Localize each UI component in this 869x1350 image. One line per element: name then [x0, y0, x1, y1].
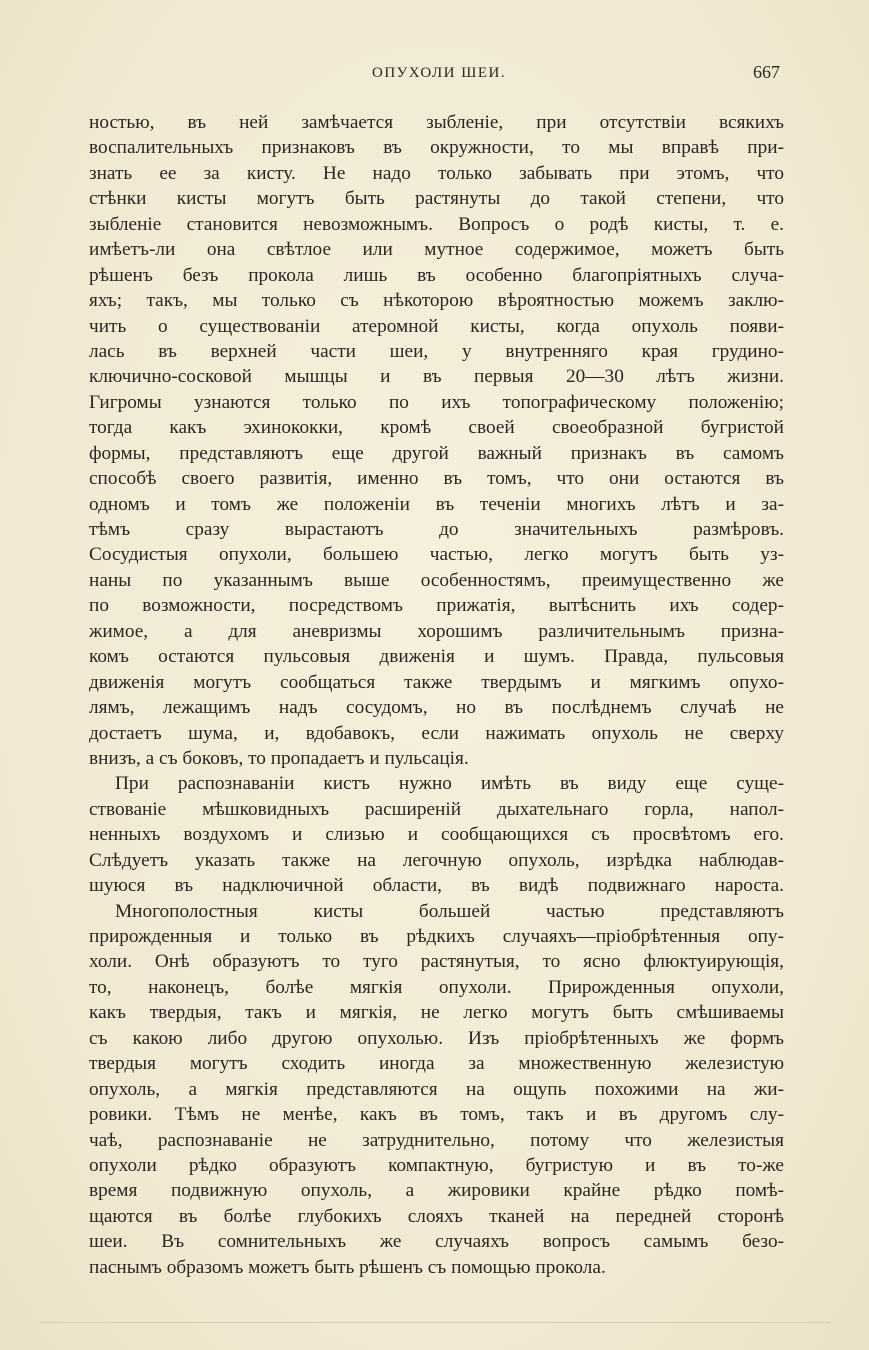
text-line: Гигромы узнаются только по ихъ топографическому положенію;: [89, 391, 784, 413]
text-line: то, наконецъ, болѣе мягкія опухоли. Прирожденныя опухоли,: [89, 976, 784, 998]
text-line: внизъ, а съ боковъ, то пропадаетъ и пульсація.: [89, 747, 469, 769]
body-text: [89, 110, 784, 1280]
text-line: лась въ верхней части шеи, у внутренняго края грудино-: [89, 340, 784, 362]
text-line: жимое, а для аневризмы хорошимъ различительнымъ призна-: [89, 620, 784, 642]
text-line: прирожденныя и только въ рѣдкихъ случаяхъ—пріобрѣтенныя опу-: [89, 926, 784, 947]
text-line: опухоли рѣдко образуютъ компактную, бугристую и въ то-же: [89, 1154, 784, 1176]
text-line: формы, представляютъ еще другой важный признакъ въ самомъ: [89, 442, 784, 464]
page-header: [0, 62, 869, 88]
text-line: щаются въ болѣе глубокихъ слояхъ тканей на передней сторонѣ: [89, 1205, 784, 1227]
text-line: способѣ своего развитія, именно въ томъ, что они остаются въ: [89, 468, 784, 490]
text-line: знать ее за кисту. Не надо только забывать при этомъ, что: [89, 162, 784, 184]
text-line: какъ твердыя, такъ и мягкія, не легко могутъ быть смѣшиваемы: [89, 1002, 784, 1024]
text-line: ненныхъ воздухомъ и слизью и сообщающихся съ просвѣтомъ его.: [89, 824, 784, 846]
text-line: ствованіе мѣшковидныхъ расширеній дыхательнаго горла, напол-: [89, 798, 784, 820]
text-line: по возможности, посредствомъ прижатія, вытѣснить ихъ содер-: [89, 595, 784, 617]
text-line: лямъ, лежащимъ надъ сосудомъ, но въ послѣднемъ случаѣ не: [89, 697, 784, 719]
text-line: тогда какъ эхинококки, кромѣ своей своеобразной бугристой: [89, 417, 784, 439]
text-line: шеи. Въ сомнительныхъ же случаяхъ вопросъ самымъ безо-: [89, 1231, 784, 1253]
text-line: воспалительныхъ признаковъ въ окружности, то мы вправѣ при-: [89, 137, 784, 159]
text-line: паснымъ образомъ можетъ быть рѣшенъ съ помощью прокола.: [89, 1256, 606, 1278]
text-line: чаѣ, распознаваніе не затруднительно, потому что железистыя: [89, 1129, 784, 1151]
text-line: холи. Онѣ образуютъ то туго растянутыя, то ясно флюктуирующія,: [89, 951, 784, 973]
text-line: Сосудистыя опухоли, большею частью, легко могутъ быть уз-: [89, 544, 784, 566]
text-line: наны по указаннымъ выше особенностямъ, преимущественно же: [89, 569, 784, 591]
text-line: Многополостныя кисты большей частью представляютъ: [115, 900, 784, 922]
running-head: ОПУХОЛИ ШЕИ.: [372, 65, 507, 81]
text-line: Слѣдуетъ указать также на легочную опухоль, изрѣдка наблюдав-: [89, 849, 784, 871]
text-line: стѣнки кисты могутъ быть растянуты до такой степени, что: [89, 188, 784, 210]
text-line: съ какою либо другою опухолью. Изъ пріобрѣтенныхъ же формъ: [89, 1027, 784, 1049]
text-line: зыбленіе становится невозможнымъ. Вопросъ о родѣ кисты, т. е.: [89, 213, 784, 235]
text-line: яхъ; такъ, мы только съ нѣкоторою вѣроятностью можемъ заклю-: [89, 290, 784, 312]
text-line: одномъ и томъ же положеніи въ теченіи многихъ лѣтъ и за-: [89, 493, 784, 515]
text-line: имѣетъ-ли она свѣтлое или мутное содержимое, можетъ быть: [89, 239, 784, 261]
text-line: тѣмъ сразу вырастаютъ до значительныхъ размѣровъ.: [89, 519, 784, 540]
text-line: чить о существованіи атеромной кисты, когда опухоль появи-: [89, 315, 784, 337]
text-line: достаетъ шума, и, вдобавокъ, если нажимать опухоль не сверху: [89, 722, 784, 744]
text-line: рѣшенъ безъ прокола лишь въ особенно благопріятныхъ случа-: [89, 264, 784, 286]
text-line: твердыя могутъ сходить иногда за множественную железистую: [89, 1053, 784, 1075]
text-line: ключично-сосковой мышцы и въ первыя 20—30 лѣтъ жизни.: [89, 366, 784, 388]
text-line: время подвижную опухоль, а жировики крайне рѣдко помѣ-: [89, 1180, 784, 1202]
text-line: ностью, въ ней замѣчается зыбленіе, при отсутствіи всякихъ: [89, 112, 784, 133]
text-line: комъ остаются пульсовыя движенія и шумъ. Правда, пульсовыя: [89, 646, 784, 668]
text-line: шуюся въ надключичной области, въ видѣ подвижнаго нароста.: [89, 875, 784, 897]
page-edge-divider: [40, 1322, 830, 1323]
text-line: опухоль, а мягкія представляются на ощупь похожими на жи-: [89, 1078, 784, 1100]
text-line: ровики. Тѣмъ не менѣе, какъ въ томъ, такъ и въ другомъ слу-: [89, 1104, 784, 1126]
text-line: движенія могутъ сообщаться также твердымъ и мягкимъ опухо-: [89, 671, 784, 693]
page-number: 667: [753, 62, 780, 82]
text-line: При распознаваніи кистъ нужно имѣть въ виду еще суще-: [115, 773, 784, 795]
